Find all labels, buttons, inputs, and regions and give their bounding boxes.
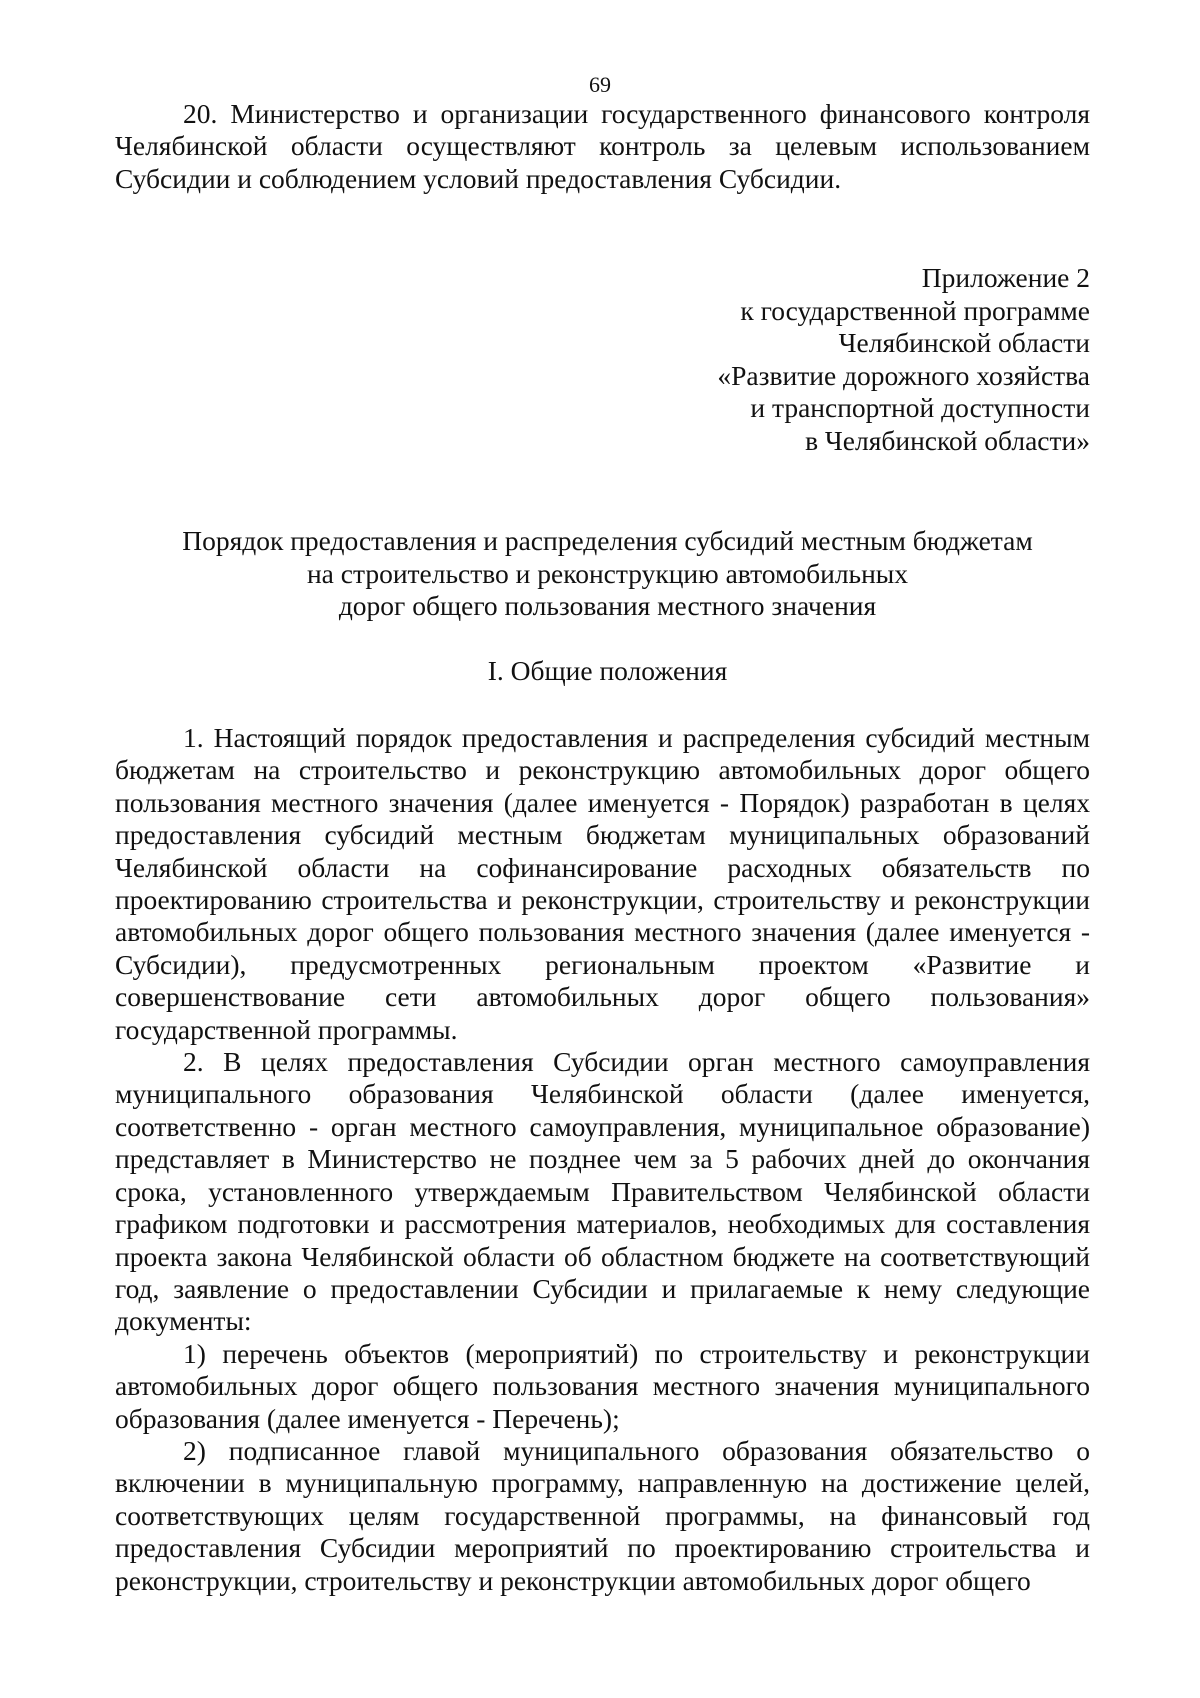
paragraph-20: 20. Министерство и организации государственного финансового контроля Челябинской области осуществляют контроль за целевым использованием Субсидии и соблюдением условий предоставления Субсидии. xyxy=(115,98,1090,194)
title-line: на строительство и реконструкцию автомобильных xyxy=(306,557,909,589)
title-line: дорог общего пользования местного значения xyxy=(338,590,877,622)
paragraph-2: 2. В целях предоставления Субсидии орган местного самоуправления муниципального образования Челябинской области (далее именуется, соответственно - орган местного самоуправления, муниципальное образование) представляет в Министерство не позднее чем за 5 рабочих дней до окончания срока, установленного утверждаемым Правительством Челябинской области графиком подготовки и рассмотрения материалов, необходимых для составления проекта закона Челябинской области об областном бюджете на соответствующий год, заявление о предоставлении Субсидии и прилагаемые к нему следующие документы: xyxy=(115,1046,1090,1337)
document-title xyxy=(115,525,1100,623)
appendix-line: в Челябинской области» xyxy=(805,424,1090,456)
appendix-line: Челябинской области xyxy=(838,327,1090,359)
appendix-line: и транспортной доступности xyxy=(750,392,1090,424)
main-body xyxy=(115,722,1090,1597)
appendix-line: к государственной программе xyxy=(740,294,1090,326)
section-heading: I. Общие положения xyxy=(487,655,728,686)
paragraph-2-item-2: 2) подписанное главой муниципального образования обязательство о включении в муниципальную программу, направленную на достижение целей, соответствующих целям государственной программы, на финансовый год предоставления Субсидии мероприятий по проектированию строительства и реконструкции, строительству и реконструкции автомобильных дорог общего xyxy=(115,1434,1090,1596)
closing-paragraph-block xyxy=(115,98,1090,195)
paragraph-1: 1. Настоящий порядок предоставления и распределения субсидий местным бюджетам на строительство и реконструкцию автомобильных дорог общего пользования местного значения (далее именуется - Порядок) разработан в целях предоставления субсидий местным бюджетам муниципальных образований Челябинской области на софинансирование расходных обязательств по проектированию строительства и реконструкции, строительству и реконструкции автомобильных дорог общего пользования местного значения (далее именуется - Субсидии), предусмотренных региональным проектом «Развитие и совершенствование сети автомобильных дорог общего пользования» государственной программы. xyxy=(115,722,1090,1045)
appendix-line: «Развитие дорожного хозяйства xyxy=(717,359,1090,391)
title-line: Порядок предоставления и распределения субсидий местным бюджетам xyxy=(182,525,1033,556)
paragraph-2-item-1: 1) перечень объектов (мероприятий) по строительству и реконструкции автомобильных дорог общего пользования местного значения муниципального образования (далее именуется - Перечень); xyxy=(115,1337,1090,1434)
appendix-header xyxy=(490,262,1090,458)
page-number: 69 xyxy=(589,72,611,97)
appendix-line: Приложение 2 xyxy=(921,262,1090,293)
